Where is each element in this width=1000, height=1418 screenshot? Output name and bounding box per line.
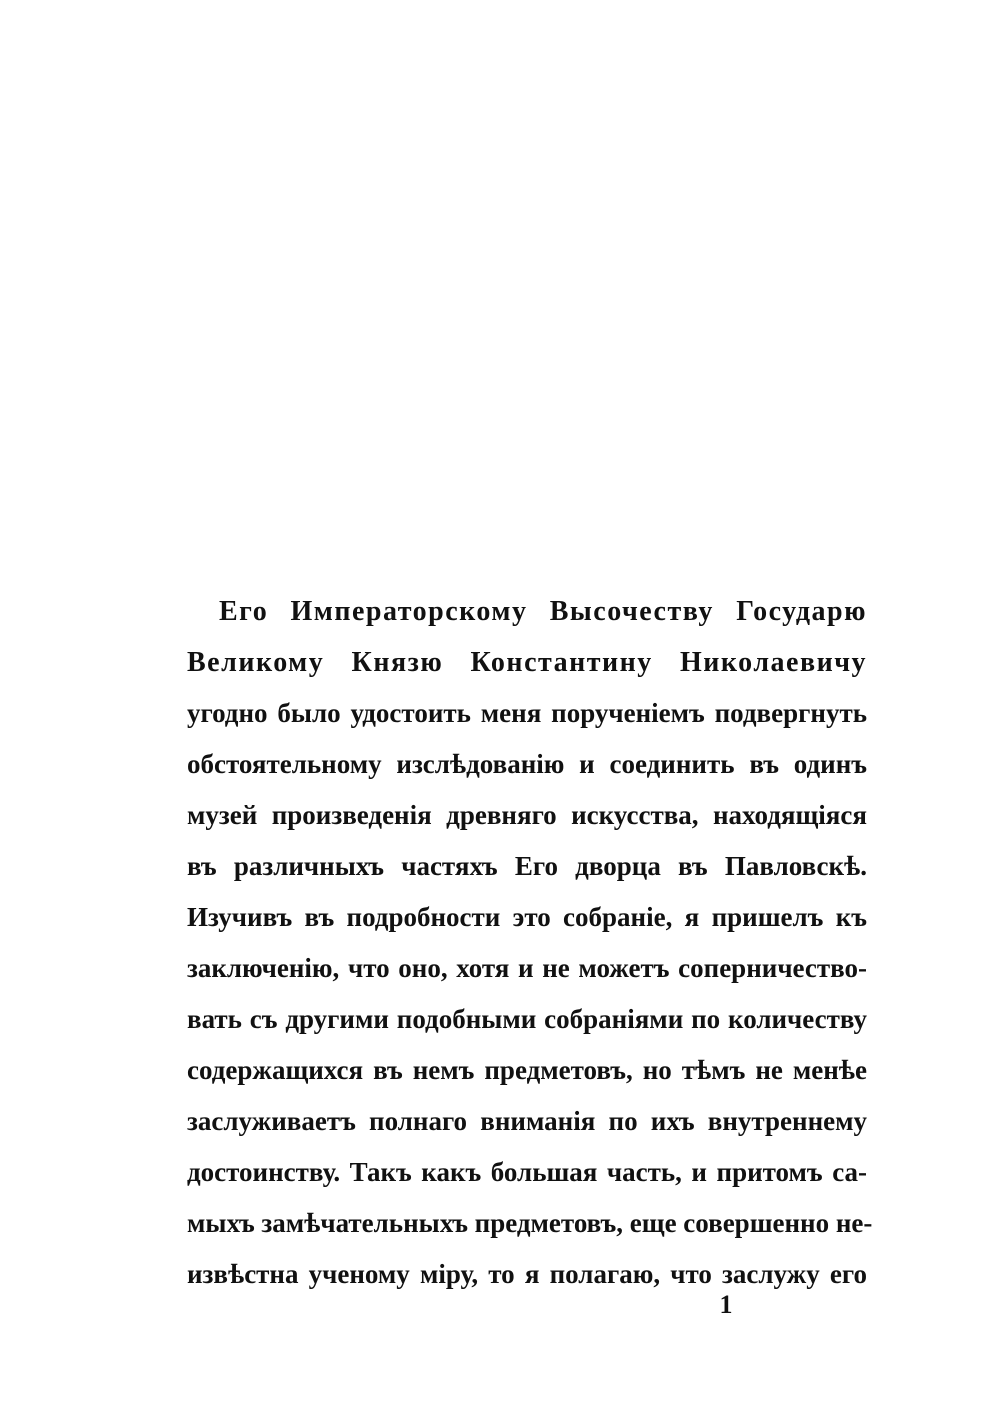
text-line: въ различныхъ частяхъ Его дворца въ Павловскѣ. [187,851,867,881]
text-line: содержащихся въ немъ предметовъ, но тѣмъ не менѣе [187,1055,867,1085]
body-text [187,586,873,1300]
page-number: 1 [719,1290,733,1319]
text-line: угодно было удостоить меня порученіемъ подвергнуть [187,698,867,728]
text-line: вать съ другими подобными собраніями по количеству [187,1004,867,1034]
text-line: заслуживаетъ полнаго вниманія по ихъ внутреннему [187,1106,867,1136]
text-line: заключенію, что оно, хотя и не можетъ соперничество- [187,953,867,983]
text-line: Великому Князю Константину Николаевичу [187,647,867,678]
text-line: обстоятельному изслѣдованію и соединить въ одинъ [187,749,867,779]
text-line: музей произведенія древняго искусства, находящіяся [187,800,867,830]
text-line: извѣстна ученому міру, то я полагаю, что заслужу его [187,1259,867,1289]
text-line: достоинству. Такъ какъ большая часть, и притомъ са- [187,1157,867,1187]
text-line: Его Императорскому Высочеству Государю [219,596,867,627]
text-line: мыхъ замѣчательныхъ предметовъ, еще совершенно не- [187,1208,873,1238]
text-line: Изучивъ въ подробности это собраніе, я пришелъ къ [187,902,867,932]
